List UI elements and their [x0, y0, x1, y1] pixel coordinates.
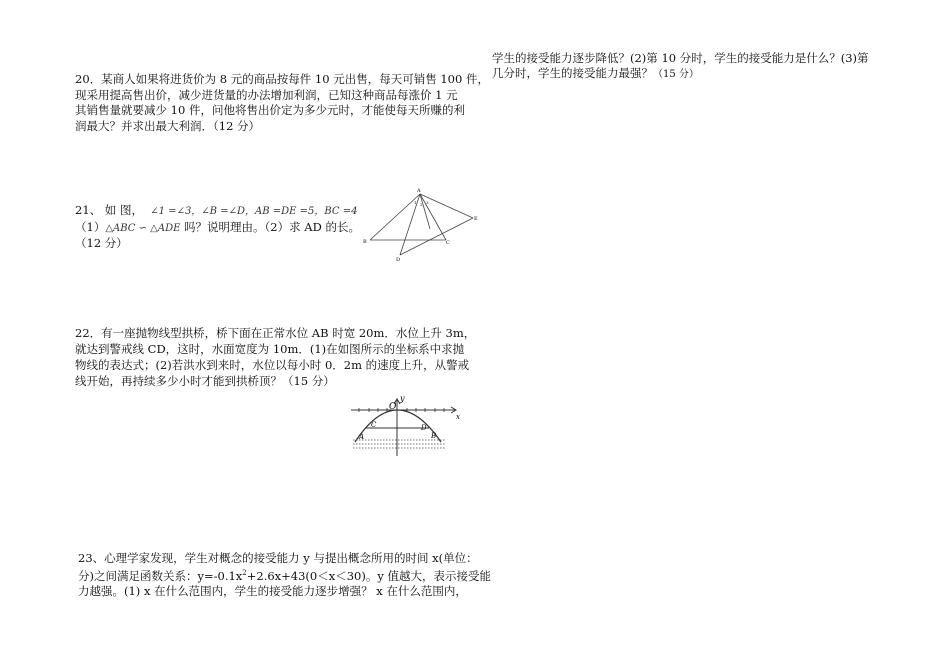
parabola-arch	[355, 410, 441, 442]
question-23	[78, 551, 491, 599]
q21-score: （12 分）	[75, 236, 128, 250]
q23-line2-b: +2.6x+43(0＜x＜30)。y 值越大，表示接受能	[246, 568, 491, 583]
q21-label: 21、 如 图，	[75, 203, 143, 217]
angle-3: 3	[426, 200, 429, 205]
segment-AC	[420, 194, 446, 240]
label-B: B	[431, 432, 437, 440]
q22-parabola-figure	[345, 392, 470, 460]
label-D: D	[396, 257, 401, 263]
q23-line1: 23、心理学家发现，学生对概念的接受能力 y 与提出概念所用的时间 x(单位：	[78, 551, 478, 565]
q23-score: （15 分）	[653, 69, 699, 80]
q23-line2-a: 分)之间满足函数关系：y=-0.1x	[78, 568, 243, 583]
q23-cont-line2	[492, 66, 869, 82]
label-A: A	[417, 188, 421, 194]
label-y: y	[400, 394, 405, 403]
angle-2: 2	[420, 202, 423, 207]
q20-line2: 现采用提高售出价，减少进货量的办法增加利润，已知这种商品每涨价 1 元	[75, 87, 458, 102]
label-C: C	[446, 240, 450, 246]
q23-line2	[78, 566, 491, 584]
q20-line3: 其销售量就要减少 10 件，问他将售出价定为多少元时，才能使每天所赚的利	[75, 103, 465, 117]
question-22	[75, 325, 475, 389]
q20-line4: 润最大？并求出最大利润．（12 分）	[75, 118, 261, 133]
q23-cont-text: 几分时，学生的接受能力最强？	[492, 66, 653, 80]
q21-triangle-figure	[358, 185, 483, 263]
q21-part2: 吗？说明理由。（2）求 AD 的长。	[180, 219, 360, 234]
q21-line2	[75, 220, 360, 237]
label-B: B	[363, 239, 367, 245]
segment-AE	[420, 194, 473, 218]
question-20	[75, 72, 489, 134]
q21-similarity: △ABC ∽ △ADE	[105, 222, 181, 234]
q22-line2: 就达到警戒线 CD，这时，水面宽度为 10m．(1)在如图所示的坐标系中求抛	[75, 342, 465, 356]
q23-continuation	[492, 51, 869, 82]
q21-line1	[75, 203, 360, 220]
q22-line4: 线开始，再持续多少小时才能到拱桥顶？（15 分）	[75, 374, 335, 388]
label-C: C	[371, 421, 377, 429]
q22-line3: 物线的表达式；(2)若洪水到来时，水位以每小时 0．2m 的速度上升，从警戒	[75, 358, 470, 372]
q23-exponent: 2	[242, 569, 247, 577]
label-x: x	[456, 413, 460, 421]
q21-conditions: ∠1 =∠3，∠B =∠D，AB =DE =5，BC =4	[150, 206, 358, 217]
question-21	[75, 203, 360, 252]
label-E: E	[474, 216, 478, 222]
label-O: O	[389, 402, 397, 412]
label-A: A	[359, 433, 365, 441]
label-D: D	[421, 424, 427, 432]
q23-cont-line1: 学生的接受能力逐步降低？(2)第 10 分时，学生的接受能力是什么？(3)第	[492, 51, 869, 65]
q23-line3: 力越强。(1) x 在什么范围内，学生的接受能力逐步增强？ x 在什么范围内，	[78, 583, 467, 598]
q22-line1: 22．有一座抛物线型拱桥，桥下面在正常水位 AB 时宽 20m．水位上升 3m，	[75, 326, 476, 340]
angle-1: 1	[414, 200, 417, 205]
q20-line1: 20．某商人如果将进货价为 8 元的商品按每件 10 元出售，每天可销售 100 件，	[75, 72, 489, 86]
q21-part1: （1）	[75, 219, 106, 234]
